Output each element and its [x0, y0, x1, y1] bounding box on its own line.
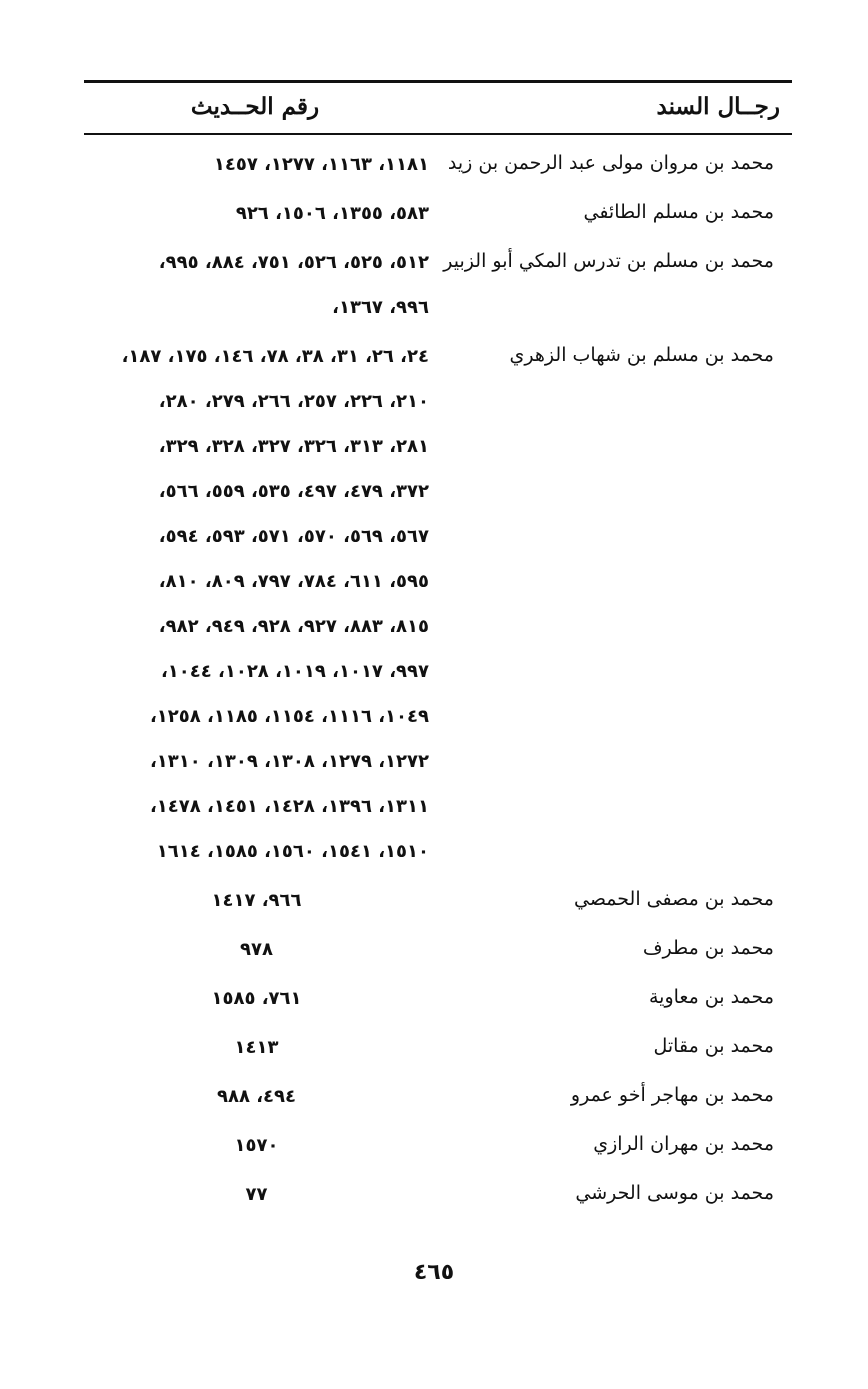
hadith-number-line: ١٣١١، ١٣٩٦، ١٤٢٨، ١٤٥١، ١٤٧٨،	[149, 796, 429, 817]
table-row	[84, 334, 792, 878]
hadith-number-line: ١٥١٠، ١٥٤١، ١٥٦٠، ١٥٨٥، ١٦١٤	[156, 841, 429, 862]
header-rule	[84, 133, 792, 135]
hadith-number-line: ٢٤، ٢٦، ٣١، ٣٨، ٧٨، ١٤٦، ١٧٥، ١٨٧،	[121, 346, 429, 367]
hadith-numbers	[84, 878, 429, 923]
hadith-number-line: ٥٩٥، ٦١١، ٧٨٤، ٧٩٧، ٨٠٩، ٨١٠،	[158, 571, 429, 592]
narrator-name: محمد بن معاوية	[648, 986, 774, 1008]
narrator-name: محمد بن مسلم الطائفي	[583, 201, 774, 223]
hadith-number-line: ٥٨٣، ١٣٥٥، ١٥٠٦، ٩٢٦	[235, 203, 429, 224]
hadith-number-line: ١٢٧٢، ١٢٧٩، ١٣٠٨، ١٣٠٩، ١٣١٠،	[149, 751, 429, 772]
hadith-number-line: ٨١٥، ٨٨٣، ٩٢٧، ٩٢٨، ٩٤٩، ٩٨٢،	[158, 616, 429, 637]
hadith-numbers	[84, 191, 429, 236]
hadith-numbers	[84, 1025, 429, 1070]
hadith-numbers	[84, 976, 429, 1021]
narrator-name: محمد بن مسلم بن شهاب الزهري	[509, 344, 774, 366]
hadith-number-line: ٥١٢، ٥٢٥، ٥٢٦، ٧٥١، ٨٨٤، ٩٩٥،	[158, 252, 429, 273]
hadith-numbers	[84, 1074, 429, 1119]
hadith-numbers	[84, 927, 429, 972]
hadith-number-line: ٢٨١، ٣١٣، ٣٢٦، ٣٢٧، ٣٢٨، ٣٢٩،	[158, 436, 429, 457]
table-row	[84, 1074, 792, 1123]
narrator-name: محمد بن موسى الحرشي	[575, 1182, 774, 1204]
table-row	[84, 1025, 792, 1074]
narrators-table	[84, 142, 792, 1221]
hadith-numbers	[84, 1123, 429, 1168]
narrator-name: محمد بن مقاتل	[653, 1035, 774, 1057]
narrator-name: محمد بن مروان مولى عبد الرحمن بن زيد	[447, 152, 774, 174]
page-number: ٤٦٥	[413, 1260, 455, 1285]
header-hadith-number-column: رقم الحــديث	[190, 93, 320, 120]
narrator-name: محمد بن مطرف	[642, 937, 774, 959]
table-row	[84, 976, 792, 1025]
narrator-name: محمد بن مسلم بن تدرس المكي أبو الزبير	[443, 250, 774, 272]
narrator-name: محمد بن مصفى الحمصي	[573, 888, 774, 910]
hadith-number-line: ٩٩٦، ١٣٦٧،	[332, 297, 429, 318]
hadith-number-line: ٤٩٤، ٩٨٨	[216, 1086, 297, 1107]
hadith-number-line: ٧٦١، ١٥٨٥	[211, 988, 302, 1009]
narrator-name: محمد بن مهاجر أخو عمرو	[570, 1084, 774, 1106]
hadith-number-line: ١١٨١، ١١٦٣، ١٢٧٧، ١٤٥٧	[213, 154, 429, 175]
hadith-number-line: ٥٦٧، ٥٦٩، ٥٧٠، ٥٧١، ٥٩٣، ٥٩٤،	[158, 526, 429, 547]
table-row	[84, 191, 792, 240]
hadith-numbers	[84, 240, 429, 330]
header-names-column: رجــال السند	[656, 93, 780, 120]
hadith-number-line: ٩٩٧، ١٠١٧، ١٠١٩، ١٠٢٨، ١٠٤٤،	[160, 661, 429, 682]
narrator-name: محمد بن مهران الرازي	[593, 1133, 774, 1155]
table-row	[84, 1172, 792, 1221]
top-rule	[84, 80, 792, 83]
hadith-numbers	[84, 1172, 429, 1217]
hadith-number-line: ١٥٧٠	[234, 1135, 279, 1156]
table-row	[84, 1123, 792, 1172]
hadith-number-line: ٢١٠، ٢٢٦، ٢٥٧، ٢٦٦، ٢٧٩، ٢٨٠،	[158, 391, 429, 412]
hadith-number-line: ٣٧٢، ٤٧٩، ٤٩٧، ٥٣٥، ٥٥٩، ٥٦٦،	[158, 481, 429, 502]
hadith-numbers	[84, 142, 429, 187]
hadith-numbers	[84, 334, 429, 874]
hadith-number-line: ١٤١٣	[234, 1037, 279, 1058]
hadith-number-line: ٩٧٨	[240, 939, 273, 960]
hadith-number-line: ٩٦٦، ١٤١٧	[211, 890, 302, 911]
hadith-number-line: ١٠٤٩، ١١١٦، ١١٥٤، ١١٨٥، ١٢٥٨،	[149, 706, 429, 727]
table-row	[84, 927, 792, 976]
table-row	[84, 878, 792, 927]
table-row	[84, 142, 792, 191]
hadith-number-line: ٧٧	[245, 1184, 268, 1205]
table-row	[84, 240, 792, 334]
